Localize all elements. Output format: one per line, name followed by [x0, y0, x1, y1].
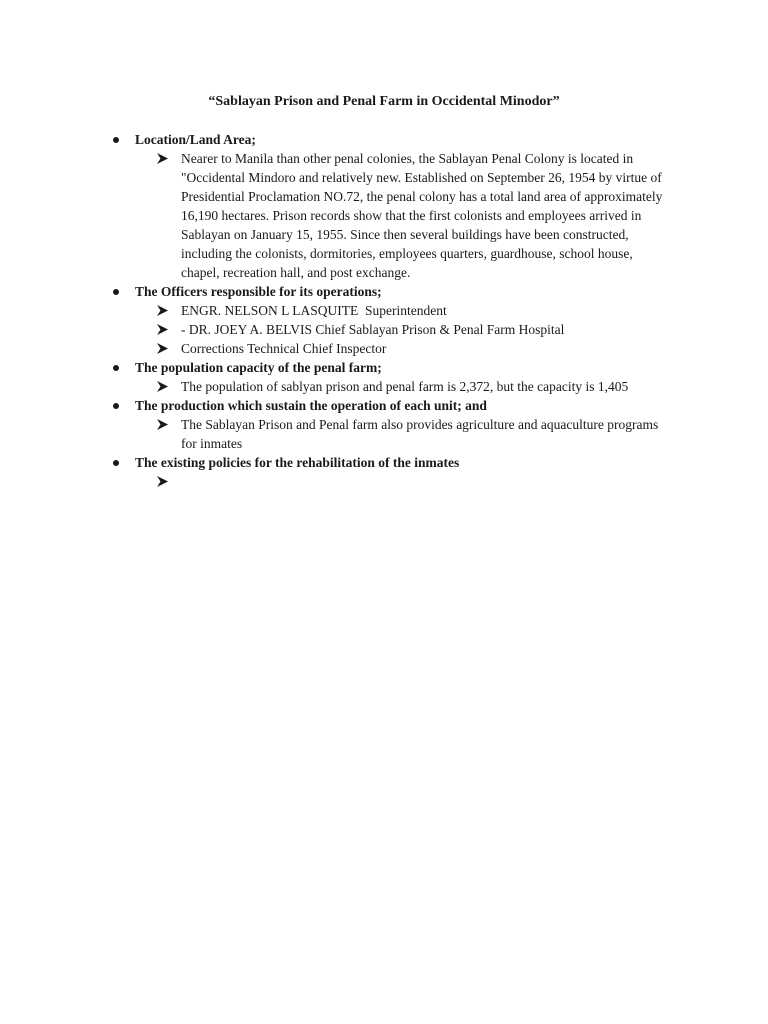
arrow-bullet-icon	[157, 343, 168, 354]
sub-list	[0, 377, 768, 396]
sub-list	[0, 415, 768, 453]
arrow-bullet-icon	[157, 381, 168, 392]
outline-list	[0, 130, 768, 491]
list-item	[0, 339, 673, 358]
arrow-bullet-icon	[157, 305, 168, 316]
sub-list	[0, 301, 768, 358]
list-item-text: Corrections Technical Chief Inspector	[181, 341, 387, 356]
section-production	[0, 396, 768, 453]
list-item	[0, 415, 673, 453]
arrow-bullet-icon	[157, 419, 168, 430]
list-item-text: The Sablayan Prison and Penal farm also provides agriculture and aquaculture programs for inmates	[181, 417, 659, 451]
bullet-dot-icon	[113, 460, 119, 466]
list-item-text: - DR. JOEY A. BELVIS Chief Sablayan Prison & Penal Farm Hospital	[181, 322, 565, 337]
section-officers	[0, 282, 768, 358]
arrow-bullet-icon	[157, 324, 168, 335]
list-item-text: ENGR. NELSON L LASQUITE Superintendent	[181, 303, 447, 318]
list-item	[0, 472, 673, 491]
sub-list	[0, 149, 768, 282]
arrow-bullet-icon	[157, 476, 168, 487]
section-location	[0, 130, 768, 282]
bullet-dot-icon	[113, 289, 119, 295]
section-heading: The existing policies for the rehabilitation of the inmates	[135, 455, 460, 470]
list-item-text: The population of sablyan prison and penal farm is 2,372, but the capacity is 1,405	[181, 379, 629, 394]
section-heading: The production which sustain the operation of each unit; and	[135, 398, 487, 413]
arrow-bullet-icon	[157, 153, 168, 164]
list-item	[0, 377, 673, 396]
section-heading: Location/Land Area;	[135, 132, 256, 147]
bullet-dot-icon	[113, 137, 119, 143]
list-item-text: Nearer to Manila than other penal colonies, the Sablayan Penal Colony is located in "Occidental Mindoro and relatively new. Established on September 26, 1954 by virtue of Presidential Proclamation NO.72, the penal colony has a total land area of approximately 16,190 hectares. Prison records show that the first colonists and employees arrived in Sablayan on January 15, 1955. Since then several buildings have been constructed, including the colonists, dormitories, employees quarters, guardhouse, school house, chapel, recreation hall, and post exchange.	[181, 151, 663, 280]
list-item	[0, 320, 673, 339]
section-heading: The population capacity of the penal farm;	[135, 360, 382, 375]
list-item	[0, 149, 673, 282]
section-heading: The Officers responsible for its operations;	[135, 284, 382, 299]
sub-list	[0, 472, 768, 491]
section-population	[0, 358, 768, 396]
bullet-dot-icon	[113, 365, 119, 371]
document-title: “Sablayan Prison and Penal Farm in Occidental Minodor”	[208, 94, 560, 109]
section-policies	[0, 453, 768, 491]
list-item	[0, 301, 673, 320]
bullet-dot-icon	[113, 403, 119, 409]
